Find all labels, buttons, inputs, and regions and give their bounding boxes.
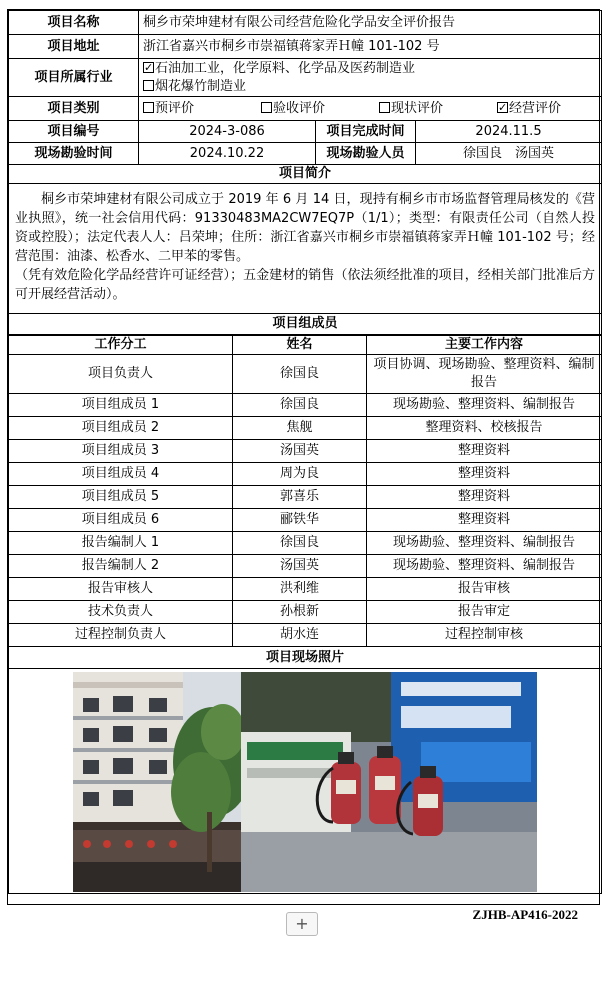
intro-title: 项目简介 [9,165,602,184]
table-row [9,509,602,532]
intro-paragraph: 桐乡市荣坤建材有限公司成立于 2019 年 6 月 14 日，现持有桐乡市市场监督管理局核发的《营业执照》，统一社会信用代码：91330483MA2CW7EQ7P（1/1）；类型：有限责任公司（自然人投资或控股）；法定代表人人：吕荣坤；住所：浙江省嘉兴市桐乡市崇福镇蒋家弄Ｈ幢 101-102 号；经营范围：油漆、松香水、二甲苯的零售。 [15,192,596,264]
checkbox-empty-icon [143,80,154,91]
role-cell: 项目组成员 5 [9,486,233,509]
survey-staff-value: 徐国良 汤国英 [416,143,602,165]
name-cell: 洪利维 [233,578,367,601]
checkbox-empty-icon [143,102,154,113]
row-number-completion [9,121,602,143]
row-industry [9,59,602,97]
row-survey [9,143,602,165]
checkbox-empty-icon [379,102,390,113]
survey-time-value: 2024.10.22 [139,143,316,165]
role-cell: 项目组成员 4 [9,463,233,486]
team-header-row [9,336,602,355]
role-cell: 项目负责人 [9,355,233,394]
table-row [9,355,602,394]
table-row [9,440,602,463]
project-type-label: 项目类别 [9,97,139,121]
work-cell: 整理资料 [367,440,602,463]
role-cell: 项目组成员 1 [9,394,233,417]
evaluation-info-sheet [7,9,600,905]
storage-photo [241,672,537,892]
project-name-label: 项目名称 [9,11,139,35]
row-project-name [9,11,602,35]
name-cell: 胡水连 [233,624,367,647]
type-option-label: 验收评价 [273,100,326,116]
type-option [261,100,379,118]
type-option-label: 经营评价 [509,100,562,116]
add-button[interactable]: + [286,912,318,936]
row-intro-body [9,184,602,314]
name-cell: 郦铁华 [233,509,367,532]
document-code: ZJHB-AP416-2022 [472,907,578,922]
completion-time-label: 项目完成时间 [316,121,416,143]
work-cell: 整理资料、校核报告 [367,417,602,440]
table-row [9,417,602,440]
intro-body [9,184,602,314]
name-cell: 郭喜乐 [233,486,367,509]
photo-area [9,669,601,893]
role-cell: 项目组成员 2 [9,417,233,440]
name-cell: 周为良 [233,463,367,486]
row-photos [9,669,602,894]
building-photo-image [73,672,241,892]
role-cell: 报告审核人 [9,578,233,601]
type-option [379,100,497,118]
table-row [9,555,602,578]
type-option-label: 现状评价 [391,100,444,116]
survey-time-label: 现场勘验时间 [9,143,139,165]
name-cell: 徐国良 [233,355,367,394]
table-row [9,532,602,555]
industry-option-label: 烟花爆竹制造业 [155,78,247,94]
work-cell: 过程控制审核 [367,624,602,647]
name-cell: 孙根新 [233,601,367,624]
work-cell: 整理资料 [367,486,602,509]
role-cell: 报告编制人 1 [9,532,233,555]
row-project-type [9,97,602,121]
name-cell: 汤国英 [233,555,367,578]
table-row [9,601,602,624]
industry-label: 项目所属行业 [9,59,139,97]
table-row [9,578,602,601]
building-photo [73,672,241,892]
storage-photo-image [241,672,537,892]
team-title: 项目组成员 [9,314,602,335]
name-cell: 徐国良 [233,532,367,555]
industry-option [143,60,597,78]
photos-cell [9,669,602,894]
checkbox-checked-icon [497,102,508,113]
project-number-label: 项目编号 [9,121,139,143]
checkbox-empty-icon [261,102,272,113]
survey-staff-label: 现场勘验人员 [316,143,416,165]
photos-title: 项目现场照片 [9,647,602,669]
checkbox-checked-icon [143,62,154,73]
project-address-label: 项目地址 [9,35,139,59]
work-cell: 报告审核 [367,578,602,601]
work-cell: 现场勘验、整理资料、编制报告 [367,394,602,417]
project-name-value: 桐乡市荣坤建材有限公司经营危险化学品安全评价报告 [139,11,602,35]
column-header: 姓名 [233,336,367,355]
industry-option-label: 石油加工业，化学原料、化学品及医药制造业 [155,60,416,76]
name-cell: 徐国良 [233,394,367,417]
info-table [8,10,602,335]
name-cell: 汤国英 [233,440,367,463]
work-cell: 现场勘验、整理资料、编制报告 [367,532,602,555]
work-cell: 整理资料 [367,509,602,532]
table-row [9,394,602,417]
column-header: 主要工作内容 [367,336,602,355]
project-number-value: 2024-3-086 [139,121,316,143]
completion-time-value: 2024.11.5 [416,121,602,143]
industry-option [143,78,597,96]
row-intro-title [9,165,602,184]
industry-options [139,59,602,97]
table-row [9,463,602,486]
table-row [9,486,602,509]
work-cell: 现场勘验、整理资料、编制报告 [367,555,602,578]
role-cell: 技术负责人 [9,601,233,624]
role-cell: 项目组成员 3 [9,440,233,463]
role-cell: 报告编制人 2 [9,555,233,578]
intro-paragraph: （凭有效危险化学品经营许可证经营）；五金建材的销售（依法须经批准的项目，经相关部门批准后方可开展经营活动）。 [15,268,596,302]
row-project-address [9,35,602,59]
work-cell: 项目协调、现场勘验、整理资料、编制报告 [367,355,602,394]
name-cell: 焦舰 [233,417,367,440]
team-table [8,335,602,894]
work-cell: 整理资料 [367,463,602,486]
table-row [9,624,602,647]
type-option-label: 预评价 [155,100,195,116]
column-header: 工作分工 [9,336,233,355]
work-cell: 报告审定 [367,601,602,624]
type-option [497,100,561,118]
project-type-options [139,97,602,121]
role-cell: 过程控制负责人 [9,624,233,647]
type-option [143,100,261,118]
project-address-value: 浙江省嘉兴市桐乡市崇福镇蒋家弄Ｈ幢 101-102 号 [139,35,602,59]
row-photos-title [9,647,602,669]
row-team-title [9,314,602,335]
role-cell: 项目组成员 6 [9,509,233,532]
